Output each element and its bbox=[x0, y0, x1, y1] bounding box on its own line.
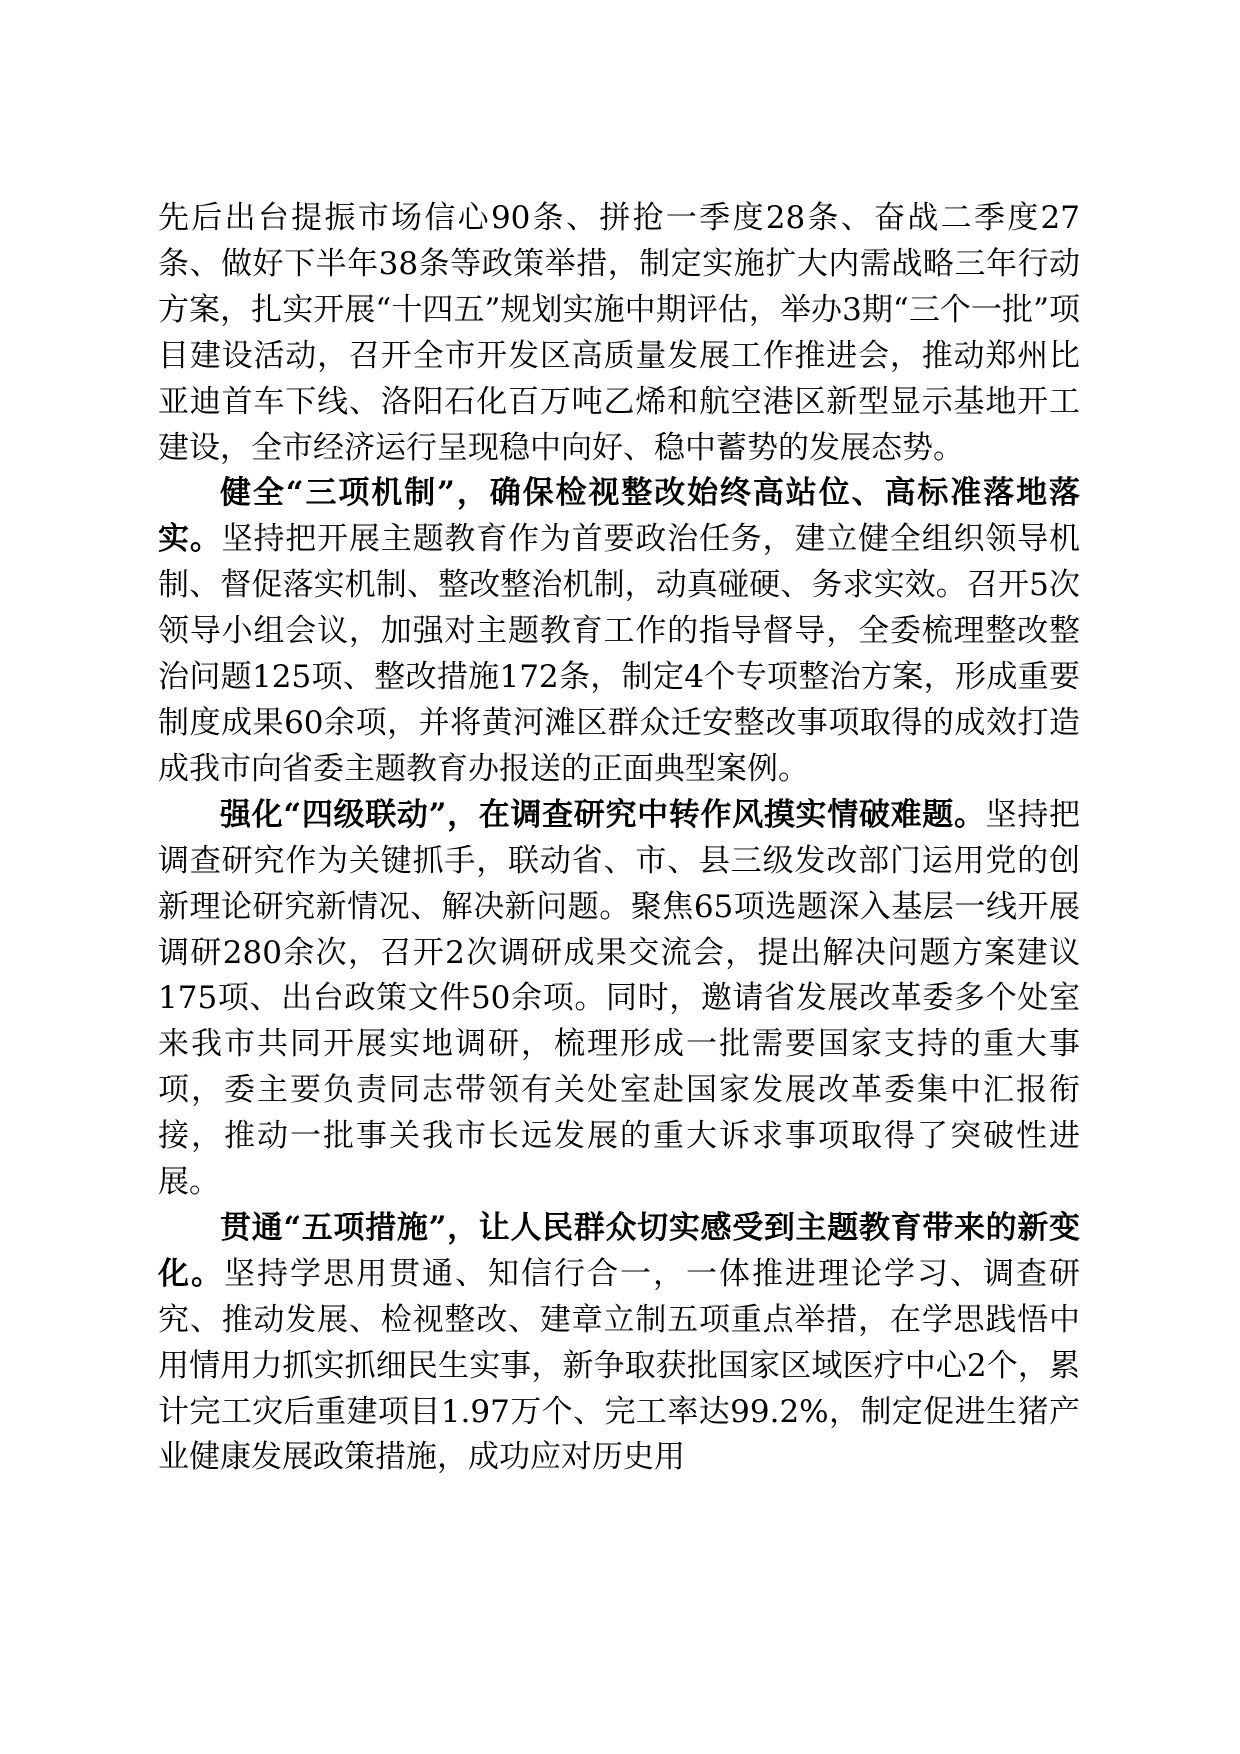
document-body bbox=[158, 196, 1080, 1481]
paragraph-text: 先后出台提振市场信心90条、拼抢一季度28条、奋战二季度27条、做好下半年38条等政策举措，制定实施扩大内需战略三年行动方案，扎实开展“十四五”规划实施中期评估，举办3期“三个一批”项目建设活动，召开全市开发区高质量发展工作推进会，推动郑州比亚迪首车下线、洛阳石化百万吨乙烯和航空港区新型显示基地开工建设，全市经济运行呈现稳中向好、稳中蓄势的发展态势。 bbox=[158, 200, 1080, 466]
paragraph-five-measures bbox=[158, 1206, 1080, 1481]
paragraph-economic-measures bbox=[158, 196, 1080, 471]
paragraph-lead: 健全“三项机制”，确保检视整改始终高站位、高标准落地落实。 bbox=[158, 475, 1080, 558]
paragraph-text: 坚持把调查研究作为关键抓手，联动省、市、县三级发改部门运用党的创新理论研究新情况、解决新问题。聚焦65项选题深入基层一线开展调研280余次，召开2次调研成果交流会，提出解决问题方案建议175项、出台政策文件50余项。同时，邀请省发展改革委多个处室来我市共同开展实地调研，梳理形成一批需要国家支持的重大事项，委主要负责同志带领有关处室赴国家发展改革委集中汇报衔接，推动一批事关我市长远发展的重大诉求事项取得了突破性进展。 bbox=[158, 796, 1080, 1201]
paragraph-four-level-linkage bbox=[158, 793, 1080, 1206]
paragraph-lead: 强化“四级联动”，在调查研究中转作风摸实情破难题。 bbox=[220, 796, 986, 833]
paragraph-three-mechanisms bbox=[158, 471, 1080, 792]
paragraph-lead: 贯通“五项措施”，让人民群众切实感受到主题教育带来的新变化。 bbox=[158, 1209, 1080, 1292]
paragraph-text: 坚持把开展主题教育作为首要政治任务，建立健全组织领导机制、督促落实机制、整改整治机制，动真碰硬、务求实效。召开5次领导小组会议，加强对主题教育工作的指导督导，全委梳理整改整治问题125项、整改措施172条，制定4个专项整治方案，形成重要制度成果60余项，并将黄河滩区群众迁安整改事项取得的成效打造成我市向省委主题教育办报送的正面典型案例。 bbox=[158, 521, 1081, 787]
paragraph-text: 坚持学思用贯通、知信行合一，一体推进理论学习、调查研究、推动发展、检视整改、建章立制五项重点举措，在学思践悟中用情用力抓实抓细民生实事，新争取获批国家区域医疗中心2个，累计完工灾后重建项目1.97万个、完工率达99.2%，制定促进生猪产业健康发展政策措施，成功应对历史用 bbox=[158, 1255, 1080, 1476]
